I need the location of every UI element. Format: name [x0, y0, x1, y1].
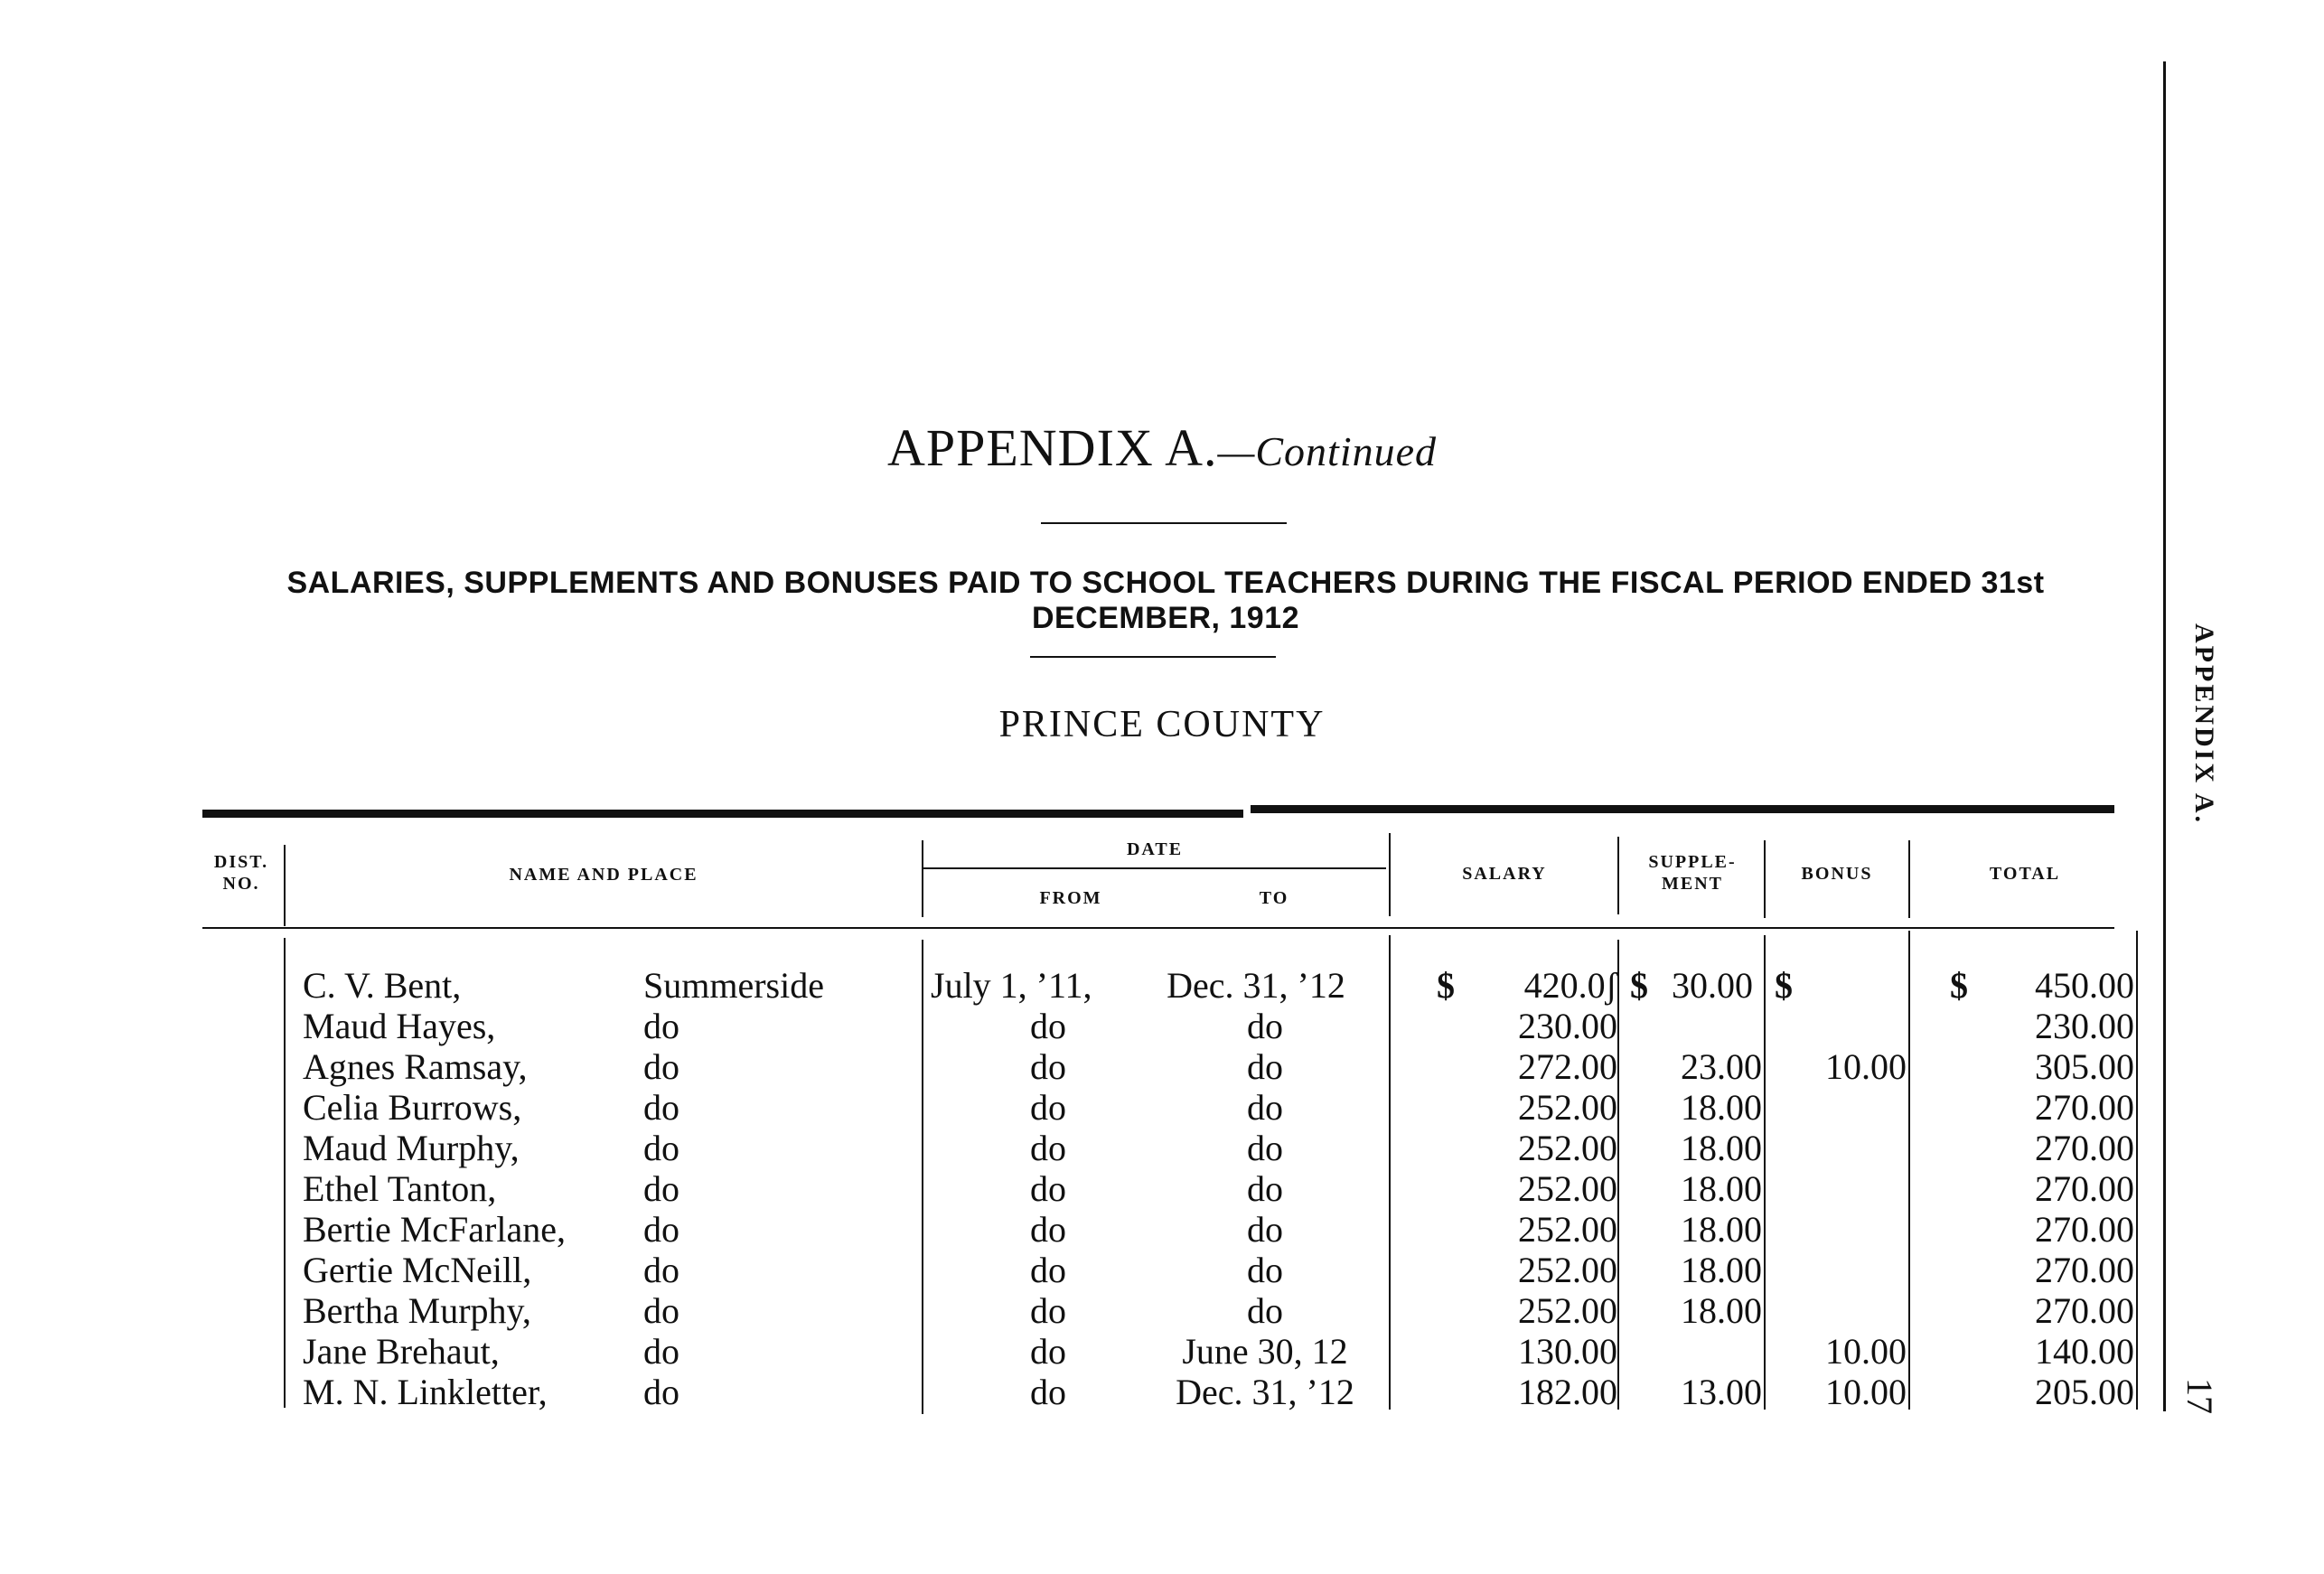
teacher-name: Ethel Tanton, — [303, 1168, 497, 1209]
total-cell: 305.00 — [2035, 1046, 2134, 1087]
teacher-place: Summerside — [643, 965, 824, 1006]
teacher-place: do — [643, 1087, 679, 1128]
supplement-cell: 18.00 — [1681, 1209, 1762, 1250]
table-row — [0, 1331, 2169, 1372]
bonus-dollar: $ — [1775, 965, 1793, 1006]
date-from: do — [1030, 1290, 1066, 1331]
header-from: FROM — [1039, 888, 1102, 908]
salary-cell: 252.00 — [1518, 1128, 1617, 1168]
table-row — [0, 1372, 2169, 1412]
date-to: do — [1247, 1087, 1283, 1128]
teacher-name: Gertie McNeill, — [303, 1250, 532, 1290]
salary-cell: 272.00 — [1518, 1046, 1617, 1087]
teacher-place: do — [643, 1128, 679, 1168]
total-cell: 270.00 — [2035, 1168, 2134, 1209]
date-from: do — [1030, 1250, 1066, 1290]
table-row — [0, 1250, 2169, 1290]
salary-cell: 230.00 — [1518, 1006, 1617, 1046]
date-to: Dec. 31, ’12 — [1167, 965, 1345, 1006]
supplement-cell: 18.00 — [1681, 1087, 1762, 1128]
teacher-name: Agnes Ramsay, — [303, 1046, 528, 1087]
header-supplement-line1: SUPPLE- — [1648, 852, 1737, 872]
total-dollar: $ — [1950, 965, 1968, 1006]
teacher-name: Jane Brehaut, — [303, 1331, 500, 1372]
bonus-cell: 10.00 — [1825, 1331, 1907, 1372]
teacher-name: Bertie McFarlane, — [303, 1209, 566, 1250]
page-number — [2179, 1378, 2223, 1432]
table-subtitle: SALARIES, SUPPLEMENTS AND BONUSES PAID TO SCHOOL TEACHERS DURING THE FISCAL PERIOD ENDED 31st DECEMBER, 1912 — [286, 566, 2045, 635]
teacher-name: C. V. Bent, — [303, 965, 462, 1006]
teacher-place: do — [643, 1209, 679, 1250]
salary-cell: 252.00 — [1518, 1168, 1617, 1209]
table-row — [0, 1128, 2169, 1168]
date-from: do — [1030, 1372, 1066, 1412]
teacher-place: do — [643, 1006, 679, 1046]
date-from: do — [1030, 1331, 1066, 1372]
total-cell: 450.00 — [2035, 965, 2134, 1006]
supplement-cell: 18.00 — [1681, 1250, 1762, 1290]
date-to: do — [1247, 1290, 1283, 1331]
teacher-place: do — [643, 1331, 679, 1372]
header-to: TO — [1259, 888, 1289, 908]
date-from: do — [1030, 1209, 1066, 1250]
header-dist-line1: DIST. — [213, 852, 269, 872]
date-to: do — [1247, 1250, 1283, 1290]
running-head — [2179, 623, 2234, 858]
header-bonus: BONUS — [1801, 864, 1873, 884]
title-main: APPENDIX A. — [886, 418, 1218, 477]
teacher-place: do — [643, 1168, 679, 1209]
date-from: do — [1030, 1128, 1066, 1168]
table-row — [0, 1168, 2169, 1209]
header-supplement — [1621, 851, 1764, 895]
table-row — [0, 965, 2169, 1006]
teacher-place: do — [643, 1290, 679, 1331]
page-edge-rule — [2163, 61, 2166, 1411]
supplement-cell: 18.00 — [1681, 1290, 1762, 1331]
salary-cell: 130.00 — [1518, 1331, 1617, 1372]
date-from: July 1, ’11, — [931, 965, 1092, 1006]
title-rule — [1041, 522, 1287, 524]
total-cell: 230.00 — [2035, 1006, 2134, 1046]
teacher-place: do — [643, 1372, 679, 1412]
header-dist-line2: NO. — [222, 874, 260, 894]
total-cell: 270.00 — [2035, 1250, 2134, 1290]
page-title — [0, 417, 2324, 478]
supplement-cell: 18.00 — [1681, 1168, 1762, 1209]
total-cell: 270.00 — [2035, 1087, 2134, 1128]
salary-dollar: $ — [1437, 965, 1455, 1006]
total-cell: 270.00 — [2035, 1209, 2134, 1250]
bonus-cell: 10.00 — [1825, 1046, 1907, 1087]
date-from: do — [1030, 1087, 1066, 1128]
table-top-thick-rule — [202, 810, 1243, 818]
bonus-cell: 10.00 — [1825, 1372, 1907, 1412]
total-cell: 140.00 — [2035, 1331, 2134, 1372]
header-name-place: NAME AND PLACE — [509, 865, 698, 885]
table-row — [0, 1046, 2169, 1087]
title-continued: —Continued — [1217, 428, 1438, 474]
supplement-cell: 13.00 — [1681, 1372, 1762, 1412]
teacher-place: do — [643, 1046, 679, 1087]
subtitle-rule — [1030, 656, 1276, 658]
date-from: do — [1030, 1046, 1066, 1087]
col-divider-salary — [1617, 837, 1619, 914]
salary-cell: 252.00 — [1518, 1209, 1617, 1250]
table-row — [0, 1006, 2169, 1046]
date-to: do — [1247, 1006, 1283, 1046]
teacher-name: Celia Burrows, — [303, 1087, 522, 1128]
salary-cell: 182.00 — [1518, 1372, 1617, 1412]
date-to: June 30, 12 — [1182, 1331, 1348, 1372]
table-top-thick-rule-right — [1251, 805, 2114, 813]
county-heading: PRINCE COUNTY — [998, 704, 1326, 745]
header-salary: SALARY — [1462, 864, 1547, 884]
col-divider-bonus — [1908, 840, 1910, 918]
date-to: Dec. 31, ’12 — [1176, 1372, 1354, 1412]
header-bottom-rule — [202, 927, 2114, 929]
header-dist-no — [201, 851, 282, 895]
date-to: do — [1247, 1046, 1283, 1087]
header-date: DATE — [1126, 839, 1184, 859]
running-head-text: APPENDIX A. — [2189, 623, 2219, 826]
salary-cell: 252.00 — [1518, 1250, 1617, 1290]
total-cell: 270.00 — [2035, 1128, 2134, 1168]
supplement-dollar: $ — [1630, 965, 1648, 1006]
table-row — [0, 1290, 2169, 1331]
salary-cell: 252.00 — [1518, 1290, 1617, 1331]
col-divider-date — [1389, 833, 1391, 916]
header-total: TOTAL — [1989, 864, 2061, 884]
date-divider-rule — [923, 867, 1386, 869]
date-to: do — [1247, 1128, 1283, 1168]
date-from: do — [1030, 1168, 1066, 1209]
date-to: do — [1247, 1168, 1283, 1209]
header-supplement-line2: MENT — [1662, 874, 1723, 894]
teacher-place: do — [643, 1250, 679, 1290]
supplement-cell: 18.00 — [1681, 1128, 1762, 1168]
teacher-name: Maud Murphy, — [303, 1128, 520, 1168]
salary-cell: 420.0ʃ — [1523, 965, 1617, 1006]
date-to: do — [1247, 1209, 1283, 1250]
supplement-cell: 23.00 — [1681, 1046, 1762, 1087]
salary-cell: 252.00 — [1518, 1087, 1617, 1128]
date-from: do — [1030, 1006, 1066, 1046]
teacher-name: Bertha Murphy, — [303, 1290, 531, 1331]
total-cell: 205.00 — [2035, 1372, 2134, 1412]
table-row — [0, 1087, 2169, 1128]
supplement-cell: 30.00 — [1672, 965, 1753, 1006]
teacher-name: M. N. Linkletter, — [303, 1372, 548, 1412]
col-divider-dist — [284, 845, 286, 926]
total-cell: 270.00 — [2035, 1290, 2134, 1331]
teacher-name: Maud Hayes, — [303, 1006, 496, 1046]
page-number-text: 17 — [2179, 1378, 2220, 1414]
table-row — [0, 1209, 2169, 1250]
